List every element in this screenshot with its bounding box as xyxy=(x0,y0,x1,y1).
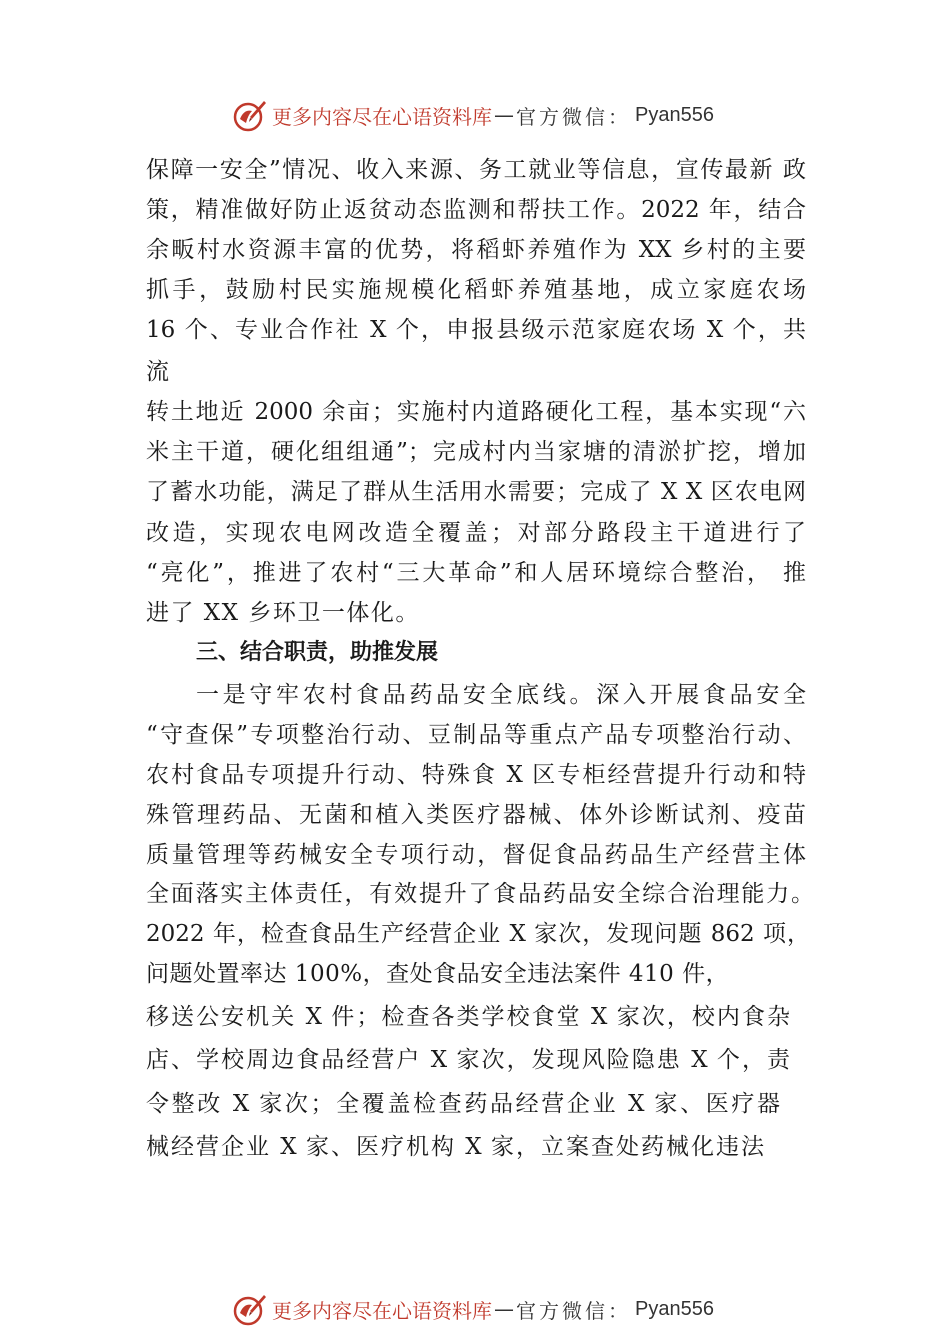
text-line: 一是守牢农村食品药品安全底线。深入开展食品安全 xyxy=(196,682,806,708)
text-line: 质量管理等药械安全专项行动，督促食品药品生产经营主体 xyxy=(146,842,806,868)
text-line: 械经营企业 X 家、医疗机构 X 家，立案查处药械化违法 xyxy=(146,1134,764,1160)
watermark-wechat-label: 官方微信： xyxy=(516,1298,631,1323)
watermark-dash: — xyxy=(494,103,514,127)
watermark-wechat-id: Pyan556 xyxy=(635,1297,714,1320)
text-line: “守查保”专项整治行动、豆制品等重点产品专项整治行动、 xyxy=(146,722,806,748)
section-heading: 三、结合职责，助推发展 xyxy=(196,640,439,665)
pen-logo-icon xyxy=(232,97,268,133)
text-line: 令整改 X 家次；全覆盖检查药品经营企业 X 家、医疗器 xyxy=(146,1091,780,1117)
text-line: 策，精准做好防止返贫动态监测和帮扶工作。2022 年，结合 xyxy=(146,197,806,223)
header-watermark xyxy=(232,95,714,135)
text-line: 2022 年，检查食品生产经营企业 X 家次，发现问题 862 项， xyxy=(146,921,810,947)
text-line: 进了 XX 乡环卫一体化。 xyxy=(146,600,420,626)
text-line: 农村食品专项提升行动、特殊食 X 区专柜经营提升行动和特 xyxy=(146,762,806,788)
text-line: 抓手，鼓励村民实施规模化稻虾养殖基地，成立家庭农场 xyxy=(146,277,806,303)
text-line: 保障一安全”情况、收入来源、务工就业等信息，宣传最新 政 xyxy=(146,157,806,183)
watermark-brand: 更多内容尽在心语资料库 xyxy=(272,104,492,129)
text-line: 16 个、专业合作社 X 个，申报县级示范家庭农场 X 个，共 xyxy=(146,317,806,343)
text-line: 流 xyxy=(146,359,171,385)
text-line: 了蓄水功能，满足了群从生活用水需要；完成了 X X 区农电网 xyxy=(146,479,806,505)
footer-watermark xyxy=(232,1289,714,1329)
text-line: 殊管理药品、无菌和植入类医疗器械、体外诊断试剂、疫苗 xyxy=(146,802,806,828)
text-line: 改造，实现农电网改造全覆盖；对部分路段主干道进行了 xyxy=(146,520,806,546)
text-line: 问题处置率达 100%，查处食品安全违法案件 410 件， xyxy=(146,961,730,987)
text-line: 余畈村水资源丰富的优势，将稻虾养殖作为 XX 乡村的主要 xyxy=(146,237,806,263)
text-line: 店、学校周边食品经营户 X 家次，发现风险隐患 X 个，责 xyxy=(146,1047,790,1073)
text-line: 移送公安机关 X 件；检查各类学校食堂 X 家次，校内食杂 xyxy=(146,1004,790,1030)
watermark-wechat-id: Pyan556 xyxy=(635,103,714,126)
watermark-brand: 更多内容尽在心语资料库 xyxy=(272,1298,492,1323)
text-line: 转土地近 2000 余亩；实施村内道路硬化工程，基本实现“六 xyxy=(146,399,806,425)
watermark-dash: — xyxy=(494,1297,514,1321)
text-line: 米主干道，硬化组组通”；完成村内当家塘的清淤扩挖，增加 xyxy=(146,439,806,465)
text-line: 全面落实主体责任，有效提升了食品药品安全综合治理能力。 xyxy=(146,881,814,907)
pen-logo-icon xyxy=(232,1291,268,1327)
watermark-wechat-label: 官方微信： xyxy=(516,104,631,129)
text-line: “亮化”，推进了农村“三大革命”和人居环境综合整治， 推 xyxy=(146,560,806,586)
